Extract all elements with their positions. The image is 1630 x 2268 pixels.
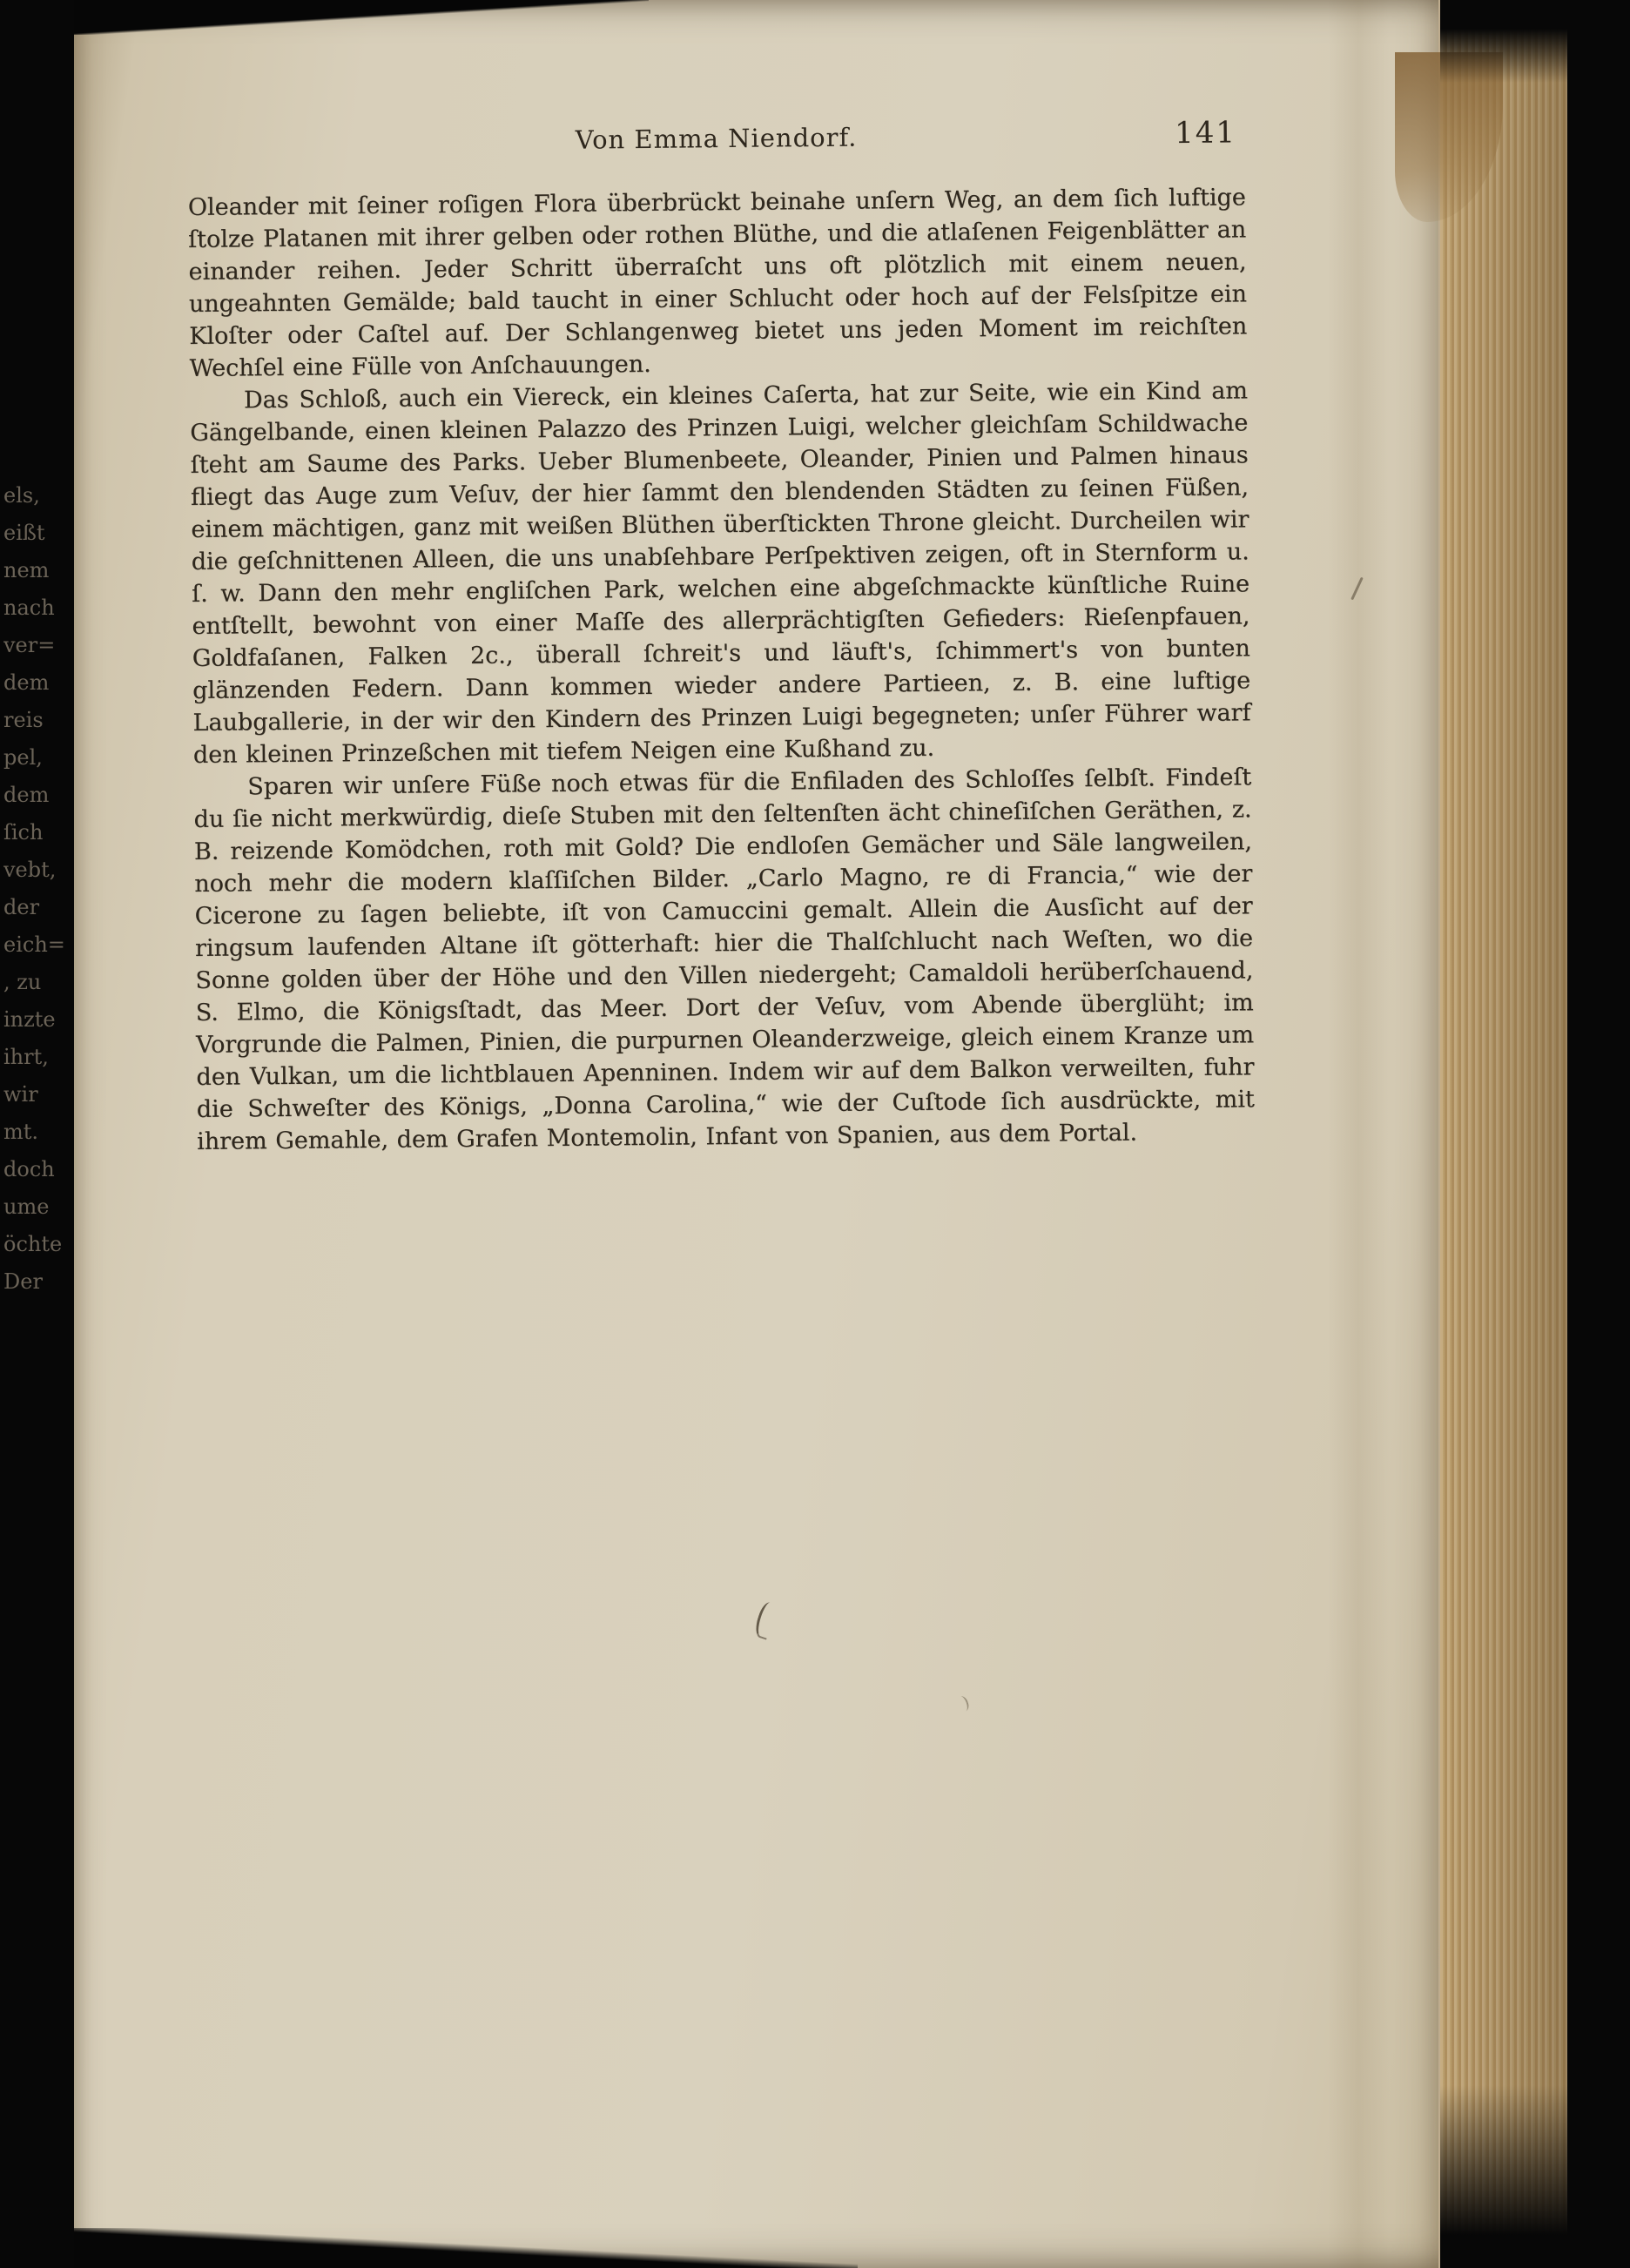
running-title: Von Emma Niendorf.: [575, 122, 858, 155]
fragment-21: Der: [3, 1269, 43, 1294]
fragment-8: dem: [3, 783, 50, 807]
page-header: [187, 115, 1245, 165]
facing-page-text-fragments: [3, 477, 66, 1301]
fragment-20: öchte: [3, 1232, 63, 1256]
fragment-7: pel,: [3, 745, 43, 770]
fragment-14: inzte: [3, 1007, 56, 1032]
fragment-16: wir: [3, 1082, 38, 1107]
fragment-15: ihrt,: [3, 1045, 49, 1069]
fragment-17: mt.: [3, 1120, 39, 1144]
para-1: Das Schloß, auch ein Viereck, ein kleines Caſerta, hat zur Seite, wie ein Kind am Gängelbande, einen kleinen Palazzo des Prinzen Luigi, welcher gleichſam Schildwache ſteht am Saume des Parks. Ueber Blumenbeete, Oleander, Pinien und Palmen hinaus fliegt das Auge zum Veſuv, der hier ſammt den blendenden Städten zu ſeinen Füßen, einem mächtigen, ganz mit weißen Blüthen überſtickten Throne gleicht. Durcheilen wir die geſchnittenen Alleen, die uns unabſehbare Perſpektiven zeigen, oft in Sternform u. ſ. w. Dann den mehr engliſchen Park, welchen eine abgeſchmackte künſtliche Ruine entſtellt, bewohnt von einer Maſſe des allerprächtigſten Gefieders: Rieſenpfauen, Goldfaſanen, Falken 2c., überall ſchreit's und läuft's, ſchimmert's von bunten glänzenden Federn. Dann kommen wieder andere Partieen, z. B. eine luftige Laubgallerie, in der wir den Kindern des Prinzen Luigi begegneten; unſer Führer warf den kleinen Prinzeßchen mit tiefem Neigen eine Kußhand zu.: [190, 377, 1251, 769]
page-bottom-edge-shadow: [74, 2228, 858, 2268]
fragment-1: eißt: [3, 521, 45, 545]
faint-smudge-mark: [955, 1694, 970, 1713]
page-curvature-shade: [1328, 0, 1389, 2268]
fragment-5: dem: [3, 670, 50, 695]
page-number: 141: [1175, 115, 1237, 151]
book-page: [74, 0, 1438, 2268]
fragment-0: els,: [3, 483, 40, 508]
para-2: Sparen wir unſere Füße noch etwas für die Enfiladen des Schloſſes ſelbſt. Findeſt du ſie nicht merkwürdig, dieſe Stuben mit den ſeltenſten ächt chineſiſchen Geräthen, z. B. reizende Komödchen, roth mit Gold? Die endloſen Gemächer und Säle langweilen, noch mehr die modern klaſſiſchen Bilder. „Carlo Magno, re di Francia,“ wie der Cicerone zu ſagen beliebte, iſt von Camuccini gemalt. Allein die Ausſicht auf der ringsum laufenden Altane iſt götterhaft: hier die Thalſchlucht nach Weſten, wo die Sonne golden über der Höhe und den Villen niedergeht; Camaldoli herüberſchauend, S. Elmo, die Königsſtadt, das Meer. Dort der Veſuv, vom Abende überglüht; im Vorgrunde die Palmen, Pinien, die purpurnen Oleanderzweige, gleich einem Kranze um den Vulkan, um die lichtblauen Apenninen. Indem wir auf dem Balkon verweilten, fuhr die Schweſter des Königs, „Donna Carolina,“ wie der Cuſtode ſich ausdrückte, mit ihrem Gemahle, dem Grafen Montemolin, Infant von Spanien, aus dem Portal.: [193, 764, 1255, 1155]
fragment-18: doch: [3, 1157, 55, 1181]
fragment-12: eich=: [3, 932, 65, 957]
book-page-edges: [1438, 0, 1567, 2268]
fragment-13: , zu: [3, 970, 42, 994]
fragment-11: der: [3, 895, 40, 919]
fragment-4: ver=: [3, 633, 56, 657]
body-text: [188, 181, 1256, 1158]
edge-top-shadow: [1440, 0, 1567, 83]
fragment-19: ume: [3, 1195, 50, 1219]
edge-bottom-shadow: [1440, 2085, 1567, 2268]
fragment-3: nach: [3, 596, 55, 620]
ink-squiggle-mark: [752, 1600, 778, 1639]
fragment-9: ſich: [3, 820, 44, 845]
fragment-6: reis: [3, 708, 44, 732]
facing-page-edge: [0, 0, 74, 2268]
fragment-10: vebt,: [3, 858, 57, 882]
para-0: Oleander mit ſeiner roſigen Flora überbrückt beinahe unſern Weg, an dem ſich luftige ſtolze Platanen mit ihrer gelben oder rothen Blüthe, und die atlaſenen Feigenblätter an einander reihen. Jeder Schritt überraſcht uns oft plötzlich mit einem neuen, ungeahnten Gemälde; bald taucht in einer Schlucht oder hoch auf der Felsſpitze ein Kloſter oder Caſtel auf. Der Schlangenweg bietet uns jeden Moment im reichſten Wechſel eine Fülle von Anſchauungen.: [187, 184, 1248, 382]
fragment-2: nem: [3, 558, 50, 582]
page-text-block: [187, 115, 1255, 1158]
page-top-edge-shadow: [74, 0, 649, 35]
